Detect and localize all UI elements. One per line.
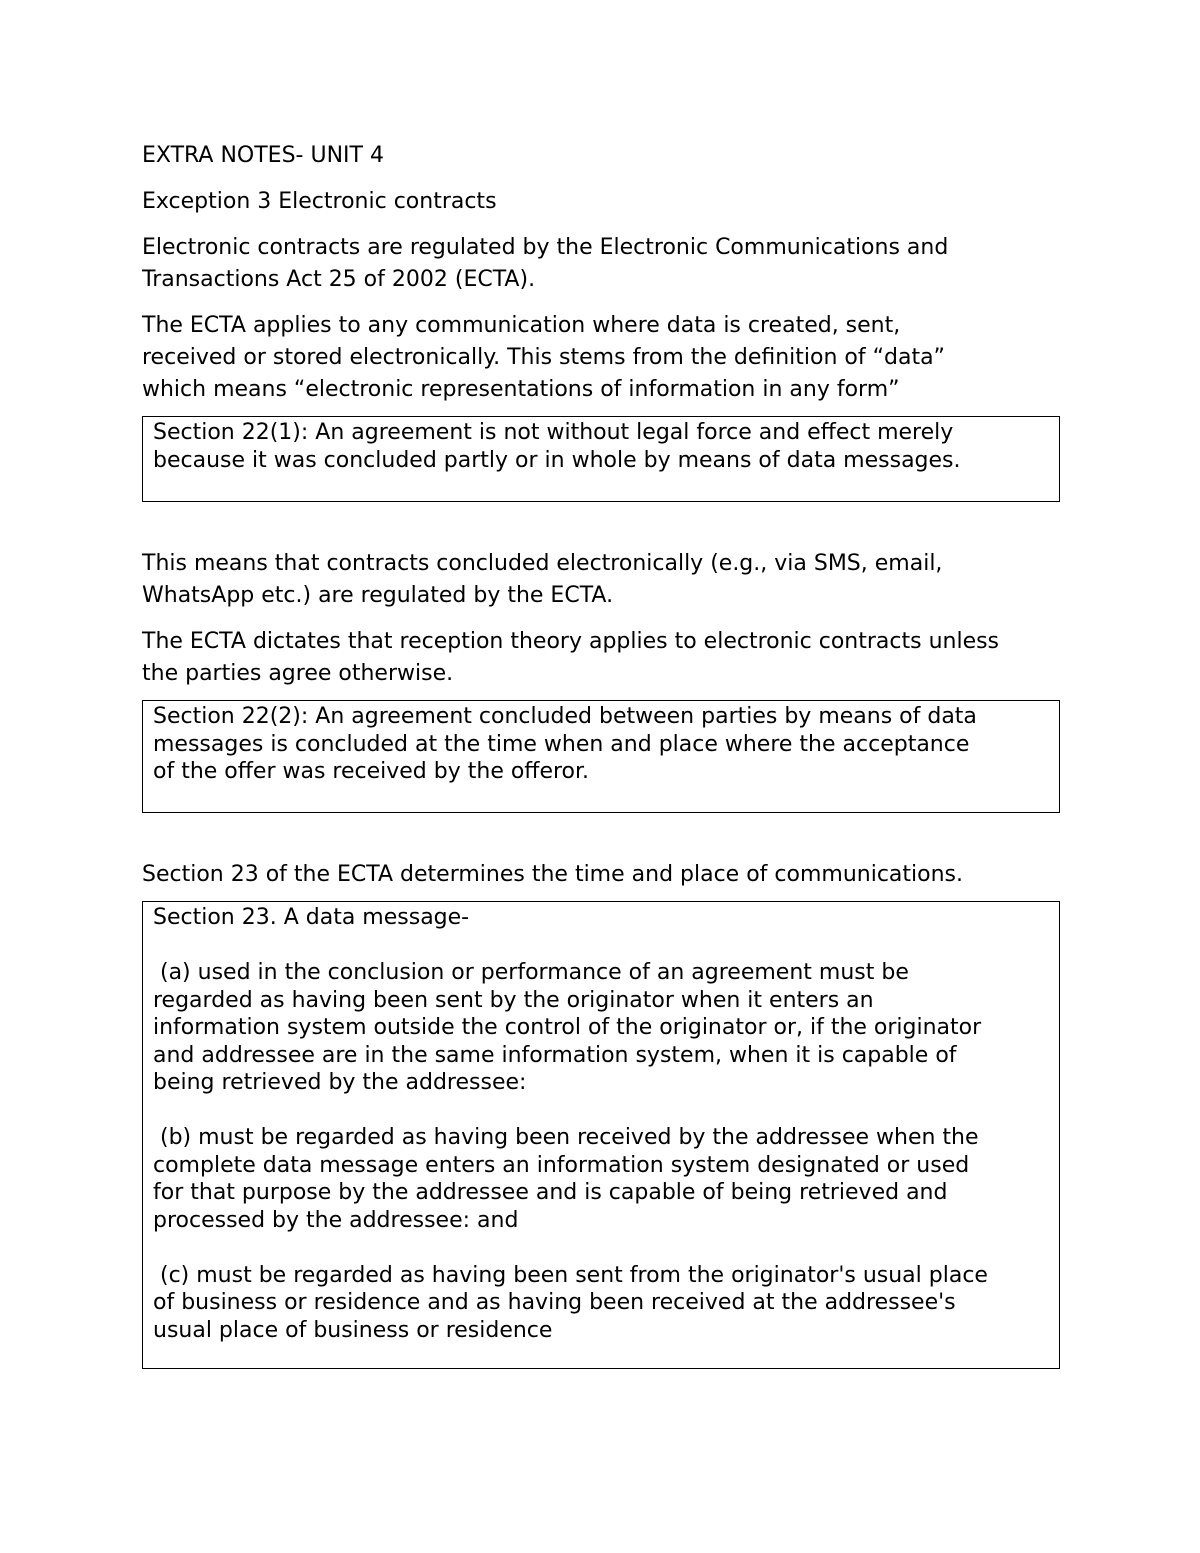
paragraph-line: The ECTA dictates that reception theory applies to electronic contracts unless: [142, 629, 1000, 654]
paragraph-reception-theory: [142, 626, 1060, 690]
clause-a-line: being retrieved by the addressee:: [153, 1070, 527, 1095]
blank-line: [153, 1234, 1049, 1262]
blank-line: [153, 1097, 1049, 1125]
paragraph-ecta-intro: Electronic contracts are regulated by the Electronic Communications and Transactions Act 25 of 2002 (ECTA).: [142, 235, 949, 292]
box-title: Section 23. A data message-: [153, 905, 470, 930]
box-line: Section 22(2): An agreement concluded between parties by means of data: [153, 704, 977, 729]
box-line: of the offer was received by the offeror.: [153, 759, 590, 784]
paragraph-electronic-contracts: [142, 548, 1060, 612]
clause-c-line: usual place of business or residence: [153, 1317, 553, 1343]
clause-c-line: (c) must be regarded as having been sent from the originator's usual place: [153, 1262, 988, 1288]
clause-a-line: regarded as having been sent by the originator when it enters an: [153, 987, 874, 1013]
clause-b-line: processed by the addressee: and: [153, 1207, 519, 1233]
blank-line: [153, 932, 1049, 960]
section-22-1-box: [142, 416, 1060, 502]
clause-b-line: complete data message enters an information system designated or used: [153, 1152, 970, 1178]
clause-a-line: (a) used in the conclusion or performance of an agreement must be: [153, 960, 909, 985]
paragraph-line: The ECTA applies to any communication where data is created, sent,: [142, 313, 901, 338]
doc-subheading: Exception 3 Electronic contracts: [142, 189, 497, 214]
clause-c-line: of business or residence and as having been received at the addressee's: [153, 1290, 956, 1315]
box-line: Section 22(1): An agreement is not without legal force and effect merely: [153, 420, 954, 445]
document-page: [142, 140, 1060, 1369]
paragraph-line: the parties agree otherwise.: [142, 661, 454, 686]
clause-a-line: and addressee are in the same information system, when it is capable of: [153, 1042, 957, 1068]
box-line: messages is concluded at the time when and place where the acceptance: [153, 731, 970, 757]
doc-heading: EXTRA NOTES- UNIT 4: [142, 143, 384, 168]
paragraph-line: which means “electronic representations of information in any form”: [142, 377, 900, 402]
box-line: because it was concluded partly or in whole by means of data messages.: [153, 447, 961, 473]
clause-b-line: (b) must be regarded as having been received by the addressee when the: [153, 1125, 979, 1150]
paragraph-ecta-applies: [142, 310, 1060, 406]
paragraph-line: received or stored electronically. This stems from the definition of “data”: [142, 345, 945, 370]
section-22-2-box: [142, 700, 1060, 813]
clause-b-line: for that purpose by the addressee and is capable of being retrieved and: [153, 1180, 948, 1205]
clause-a-line: information system outside the control of the originator or, if the originator: [153, 1015, 982, 1040]
paragraph-line: This means that contracts concluded electronically (e.g., via SMS, email,: [142, 551, 943, 576]
paragraph-section-23: Section 23 of the ECTA determines the time and place of communications.: [142, 862, 963, 887]
section-23-box: [142, 901, 1060, 1369]
paragraph-line: WhatsApp etc.) are regulated by the ECTA.: [142, 583, 614, 608]
